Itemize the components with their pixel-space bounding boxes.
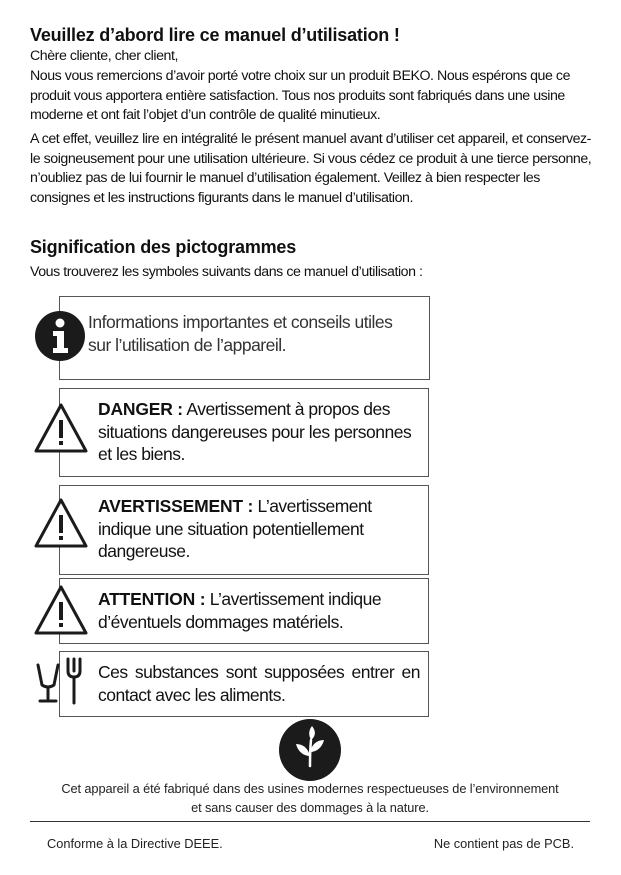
attention-keyword: ATTENTION : bbox=[98, 589, 206, 609]
footer-divider bbox=[30, 821, 590, 822]
environment-note: Cet appareil a été fabriqué dans des usines modernes respectueuses de l’environnement et sans causer des dommages à la nature. bbox=[61, 781, 559, 815]
instructions-paragraph: A cet effet, veuillez lire en intégralité le présent manuel avant d’utiliser cet appareil, et conservez-le soigneusement pour une utilisation ultérieure. Si vous cédez ce produit à une tierce personne, n’oubliez pas de lui fournir le manuel d’utilisation également. Veillez à bien respecter les consignes et les instructions figurants dans le manuel d’utilisation. bbox=[30, 131, 592, 206]
info-box bbox=[59, 296, 430, 380]
greeting: Chère cliente, cher client, bbox=[30, 48, 178, 64]
pcb-statement: Ne contient pas de PCB. bbox=[433, 836, 574, 851]
food-contact-box bbox=[59, 651, 429, 717]
warning-triangle-icon bbox=[33, 402, 89, 459]
warning-box bbox=[59, 485, 429, 575]
danger-text: Avertissement à propos des situations dangereuses pour les personnes et les biens. bbox=[98, 399, 412, 464]
warning-text: L’avertissement indique une situation potentiellement dangereuse. bbox=[98, 496, 372, 561]
weee-compliance: Conforme à la Directive DEEE. bbox=[47, 836, 223, 851]
glass-fork-icon bbox=[34, 655, 92, 712]
warning-triangle-icon bbox=[33, 584, 89, 641]
pictograms-heading: Signification des pictogrammes bbox=[30, 237, 297, 257]
intro-paragraph: Nous vous remercions d’avoir porté votre choix sur un produit BEKO. Nous espérons que ce produit vous apportera entière satisfaction. Tous nos produits sont fabriqués dans une usine moderne et ont fait l’objet d’un contrôle de qualité minutieux. bbox=[30, 68, 571, 124]
info-icon bbox=[34, 310, 86, 367]
info-text: Informations importantes et conseils utiles sur l’utilisation de l’appareil. bbox=[88, 312, 393, 355]
pictograms-intro: Vous trouverez les symboles suivants dans ce manuel d’utilisation : bbox=[30, 264, 423, 280]
warning-keyword: AVERTISSEMENT : bbox=[98, 496, 254, 516]
attention-box bbox=[59, 578, 429, 644]
danger-box bbox=[59, 388, 429, 477]
food-contact-text: Ces substances sont supposées entrer en contact avec les aliments. bbox=[98, 662, 420, 705]
danger-keyword: DANGER : bbox=[98, 399, 183, 419]
attention-text: L’avertissement indique d’éventuels dommages matériels. bbox=[98, 589, 382, 632]
warning-triangle-icon bbox=[33, 497, 89, 554]
manual-heading: Veuillez d’abord lire ce manuel d’utilisation ! bbox=[30, 25, 400, 45]
leaf-icon bbox=[278, 718, 342, 787]
